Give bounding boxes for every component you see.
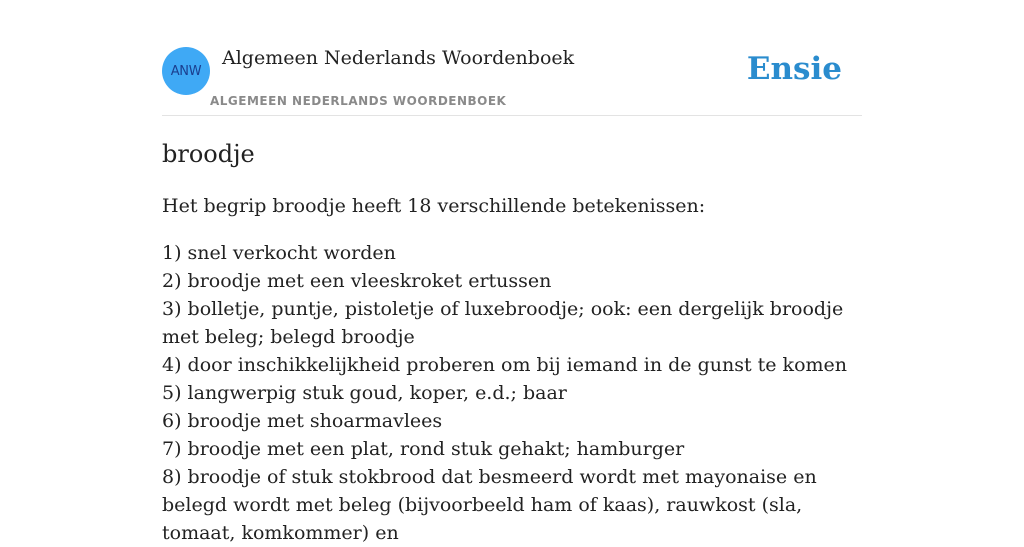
meaning-item: 2) broodje met een vleeskroket ertussen <box>162 270 552 292</box>
page-container <box>162 0 862 544</box>
meaning-item: 5) langwerpig stuk goud, koper, e.d.; baar <box>162 382 567 404</box>
meaning-item: 3) bolletje, puntje, pistoletje of luxebroodje; ook: een dergelijk broodje met beleg; belegd broodje <box>162 298 844 348</box>
meaning-item: 1) snel verkocht worden <box>162 242 396 264</box>
avatar-text: ANW <box>170 63 202 79</box>
meanings-intro: Het begrip broodje heeft 18 verschillende betekenissen: <box>162 195 706 217</box>
site-subtitle: ALGEMEEN NEDERLANDS WOORDENBOEK <box>210 94 507 108</box>
meaning-item: 7) broodje met een plat, rond stuk gehakt; hamburger <box>162 438 685 460</box>
meaning-item: 4) door inschikkelijkheid proberen om bij iemand in de gunst te komen <box>162 354 848 376</box>
meaning-item: 8) broodje of stuk stokbrood dat besmeerd wordt met mayonaise en belegd wordt met beleg (bijvoorbeeld ham of kaas), rauwkost (sla, tomaat, komkommer) en <box>162 466 817 544</box>
anw-logo-avatar[interactable] <box>162 47 210 95</box>
page-title: broodje <box>162 140 255 168</box>
ensie-logo-link[interactable]: Ensie <box>746 51 842 87</box>
site-title[interactable]: Algemeen Nederlands Woordenboek <box>222 47 575 69</box>
site-header <box>162 0 862 116</box>
meaning-item: 6) broodje met shoarmavlees <box>162 410 443 432</box>
meanings-list <box>162 239 862 547</box>
